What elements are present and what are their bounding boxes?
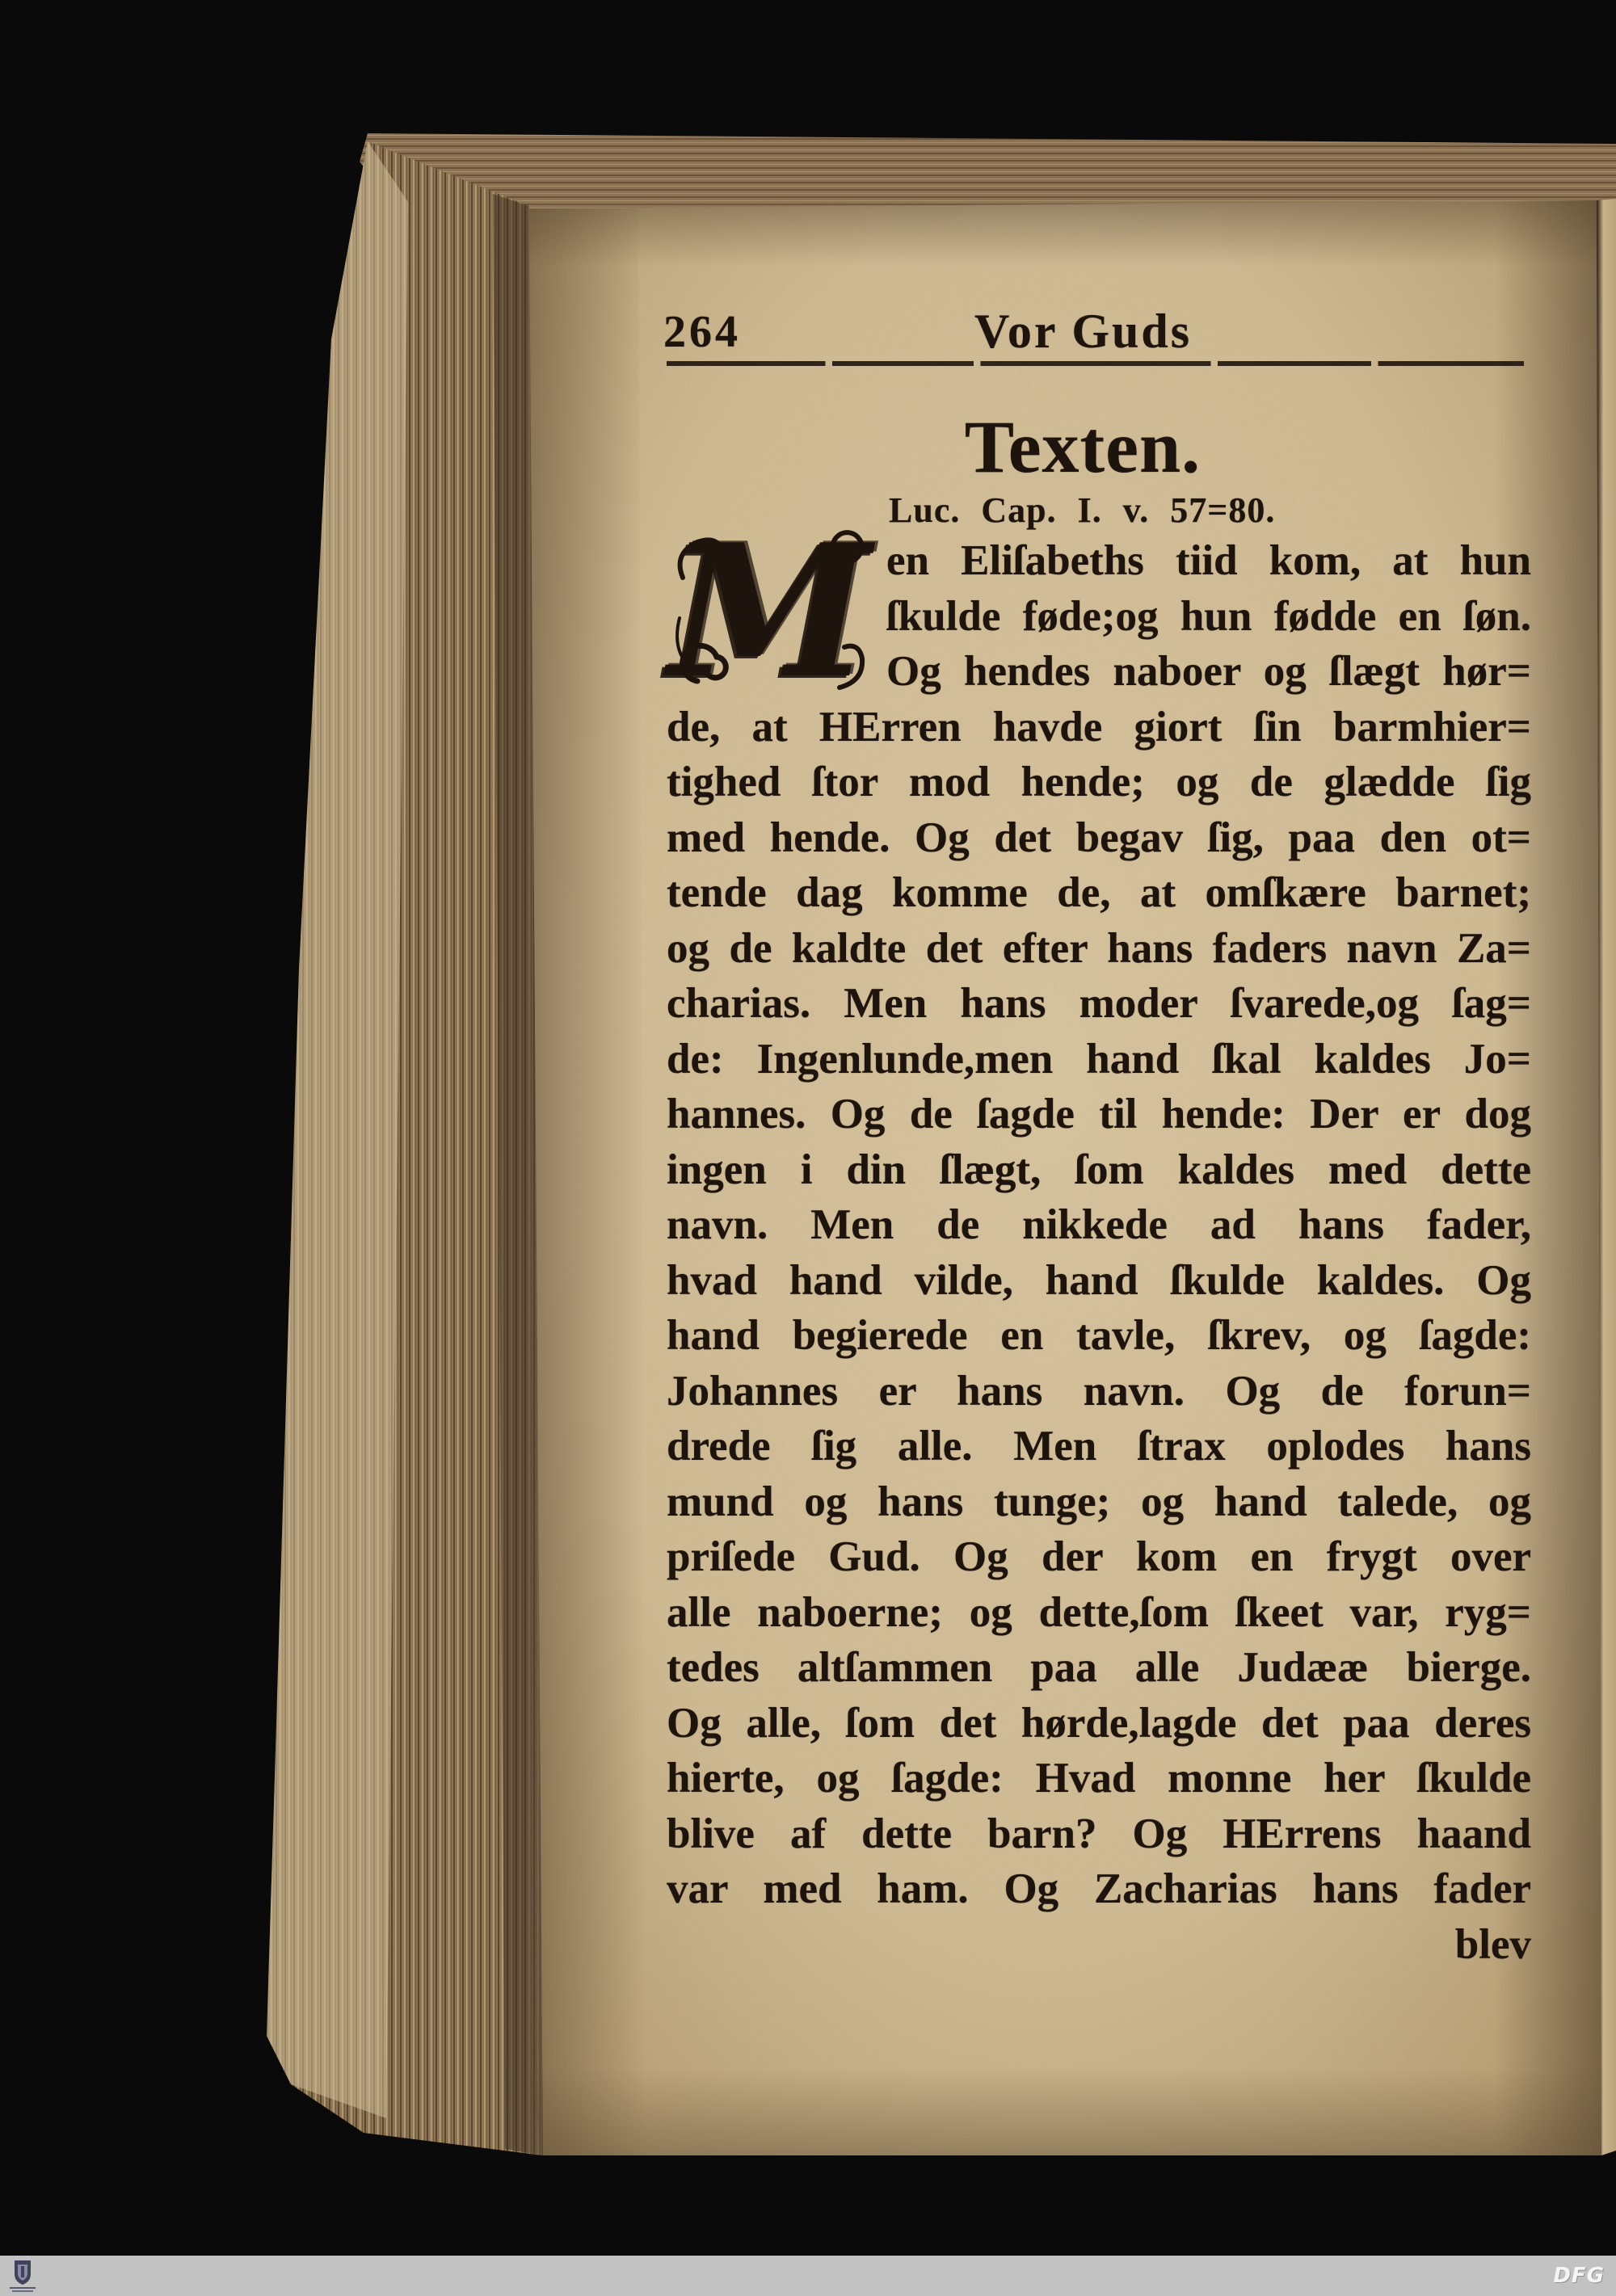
text-line: ingen i din ſlægt, ſom kaldes med dette: [667, 1146, 1531, 1193]
text-line: Og hendes naboer og ſlægt hør=: [886, 648, 1531, 695]
text-line: alle naboerne; og dette,ſom ſkeet var, ryg=: [667, 1588, 1531, 1636]
page-number: 264: [663, 307, 741, 357]
page-left-shading: [529, 208, 646, 2155]
text-line: ſkulde føde;og hun fødde en ſøn.: [886, 592, 1531, 640]
book-head-edge: [360, 133, 1616, 212]
text-line: charias. Men hans moder ſvarede,og ſag=: [667, 980, 1531, 1027]
text-line: priſede Gud. Og der kom en frygt over: [667, 1533, 1531, 1580]
library-seal-icon: [5, 2258, 40, 2294]
text-line: Og alle, ſom det hørde,lagde det paa deres: [667, 1699, 1531, 1747]
text-line: tedes altſammen paa alle Judææ bierge.: [667, 1644, 1531, 1691]
text-line: hand begierede en tavle, ſkrev, og ſagde:: [667, 1312, 1531, 1359]
text-line: drede ſig alle. Men ſtrax oplodes hans: [667, 1423, 1531, 1470]
text-line: de, at HErren havde giort ſin barmhier=: [667, 703, 1531, 751]
text-line: hvad hand vilde, hand ſkulde kaldes. Og: [667, 1256, 1531, 1304]
text-line: de: Ingenlunde,men hand ſkal kaldes Jo=: [667, 1035, 1531, 1083]
text-line: med hende. Og det begav ſig, paa den ot=: [667, 814, 1531, 861]
text-line: hannes. Og de ſagde til hende: Der er dog: [667, 1091, 1531, 1137]
running-head: Vor Guds: [974, 305, 1193, 358]
scripture-reference: Luc. Cap. I. v. 57=80.: [889, 490, 1276, 530]
text-line: Johannes er hans navn. Og de forun=: [667, 1367, 1531, 1415]
dfg-brand-label: DFG: [1553, 2264, 1605, 2288]
text-line: hierte, og ſagde: Hvad monne her ſkulde: [667, 1755, 1531, 1802]
catchword: blev: [1454, 1920, 1531, 1968]
drop-cap-letter: M: [668, 505, 871, 719]
header-rule: [667, 361, 1524, 366]
text-line: navn. Men de nikkede ad hans fader,: [667, 1201, 1531, 1248]
page-bottom-shading: [529, 2068, 1601, 2155]
text-line: mund og hans tunge; og hand talede, og: [667, 1478, 1531, 1525]
viewer-footer-bar: [0, 2256, 1616, 2296]
text-line: var med ham. Og Zacharias hans fader: [667, 1865, 1531, 1912]
page-top-shading: [529, 200, 1597, 267]
text-line: og de kaldte det efter hans faders navn Za=: [667, 924, 1531, 972]
text-line: tende dag komme de, at omſkære barnet;: [667, 869, 1531, 916]
section-title: Texten.: [964, 406, 1201, 488]
text-line: tighed ſtor mod hende; og de glædde ſig: [667, 759, 1531, 805]
drop-cap: [667, 505, 873, 719]
text-line: en Eliſabeths tiid kom, at hun: [886, 537, 1531, 584]
text-line: blive af dette barn? Og HErrens haand: [667, 1810, 1531, 1857]
